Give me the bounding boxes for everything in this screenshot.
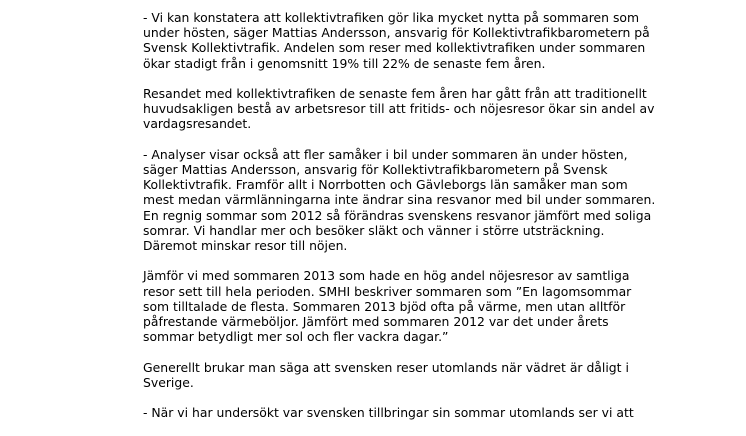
paragraph-quote-andersson-summer: - Vi kan konstatera att kollektivtrafiken gör lika mycket nytta på sommaren som under hösten, säger Mattias Andersson, ansvarig för Kollektivtrafikbarometern på Svensk Kollektivtrafik. Andelen som reser med kollektivtrafiken under sommaren ökar stadigt från i genomsnitt 19% till 22% de senaste fem åren. (143, 10, 650, 71)
paragraph-summer-2013-comparison: Jämför vi med sommaren 2013 som hade en hög andel nöjesresor av samtliga resor sett till hela perioden. SMHI beskriver sommaren som ”En lagomsommar som tilltalade de flesta. Sommaren 2013 bjöd ofta på värme, men utan alltför påfrestande värmeböljor. Jämfört med sommaren 2012 var det under årets sommar betydligt mer sol och fler vackra dagar.” (143, 268, 632, 345)
paragraph-travel-abroad: Generellt brukar man säga att svensken reser utomlands när vädret är dåligt i Sverige. (143, 359, 629, 390)
paragraph-carpooling-analysis: - Analyser visar också att fler samåker i bil under sommaren än under hösten, säger Mattias Andersson, ansvarig för Kollektivtrafikbarometern på Svensk Kollektivtrafik. Framför allt i Norrbotten och Gävleborgs län samåker man som mest medan värmlänningarna inte ändrar sina resvanor med bil under sommaren. En regnig sommar som 2012 så förändras svenskens resvanor jämfört med soliga somrar. Vi handlar mer och besöker släkt och vänner i större utsträckning. Däremot minskar resor till nöjen. (143, 146, 656, 254)
paragraph-abroad-investigation: - När vi har undersökt var svensken tillbringar sin sommar utomlands ser vi att (143, 405, 634, 421)
document-body (143, 10, 703, 436)
paragraph-travel-trend: Resandet med kollektivtrafiken de senaste fem åren har gått från att traditionellt huvudsakligen bestå av arbetsresor till att fritids- och nöjesresor ökar sin andel av vardagsresandet. (143, 86, 655, 132)
